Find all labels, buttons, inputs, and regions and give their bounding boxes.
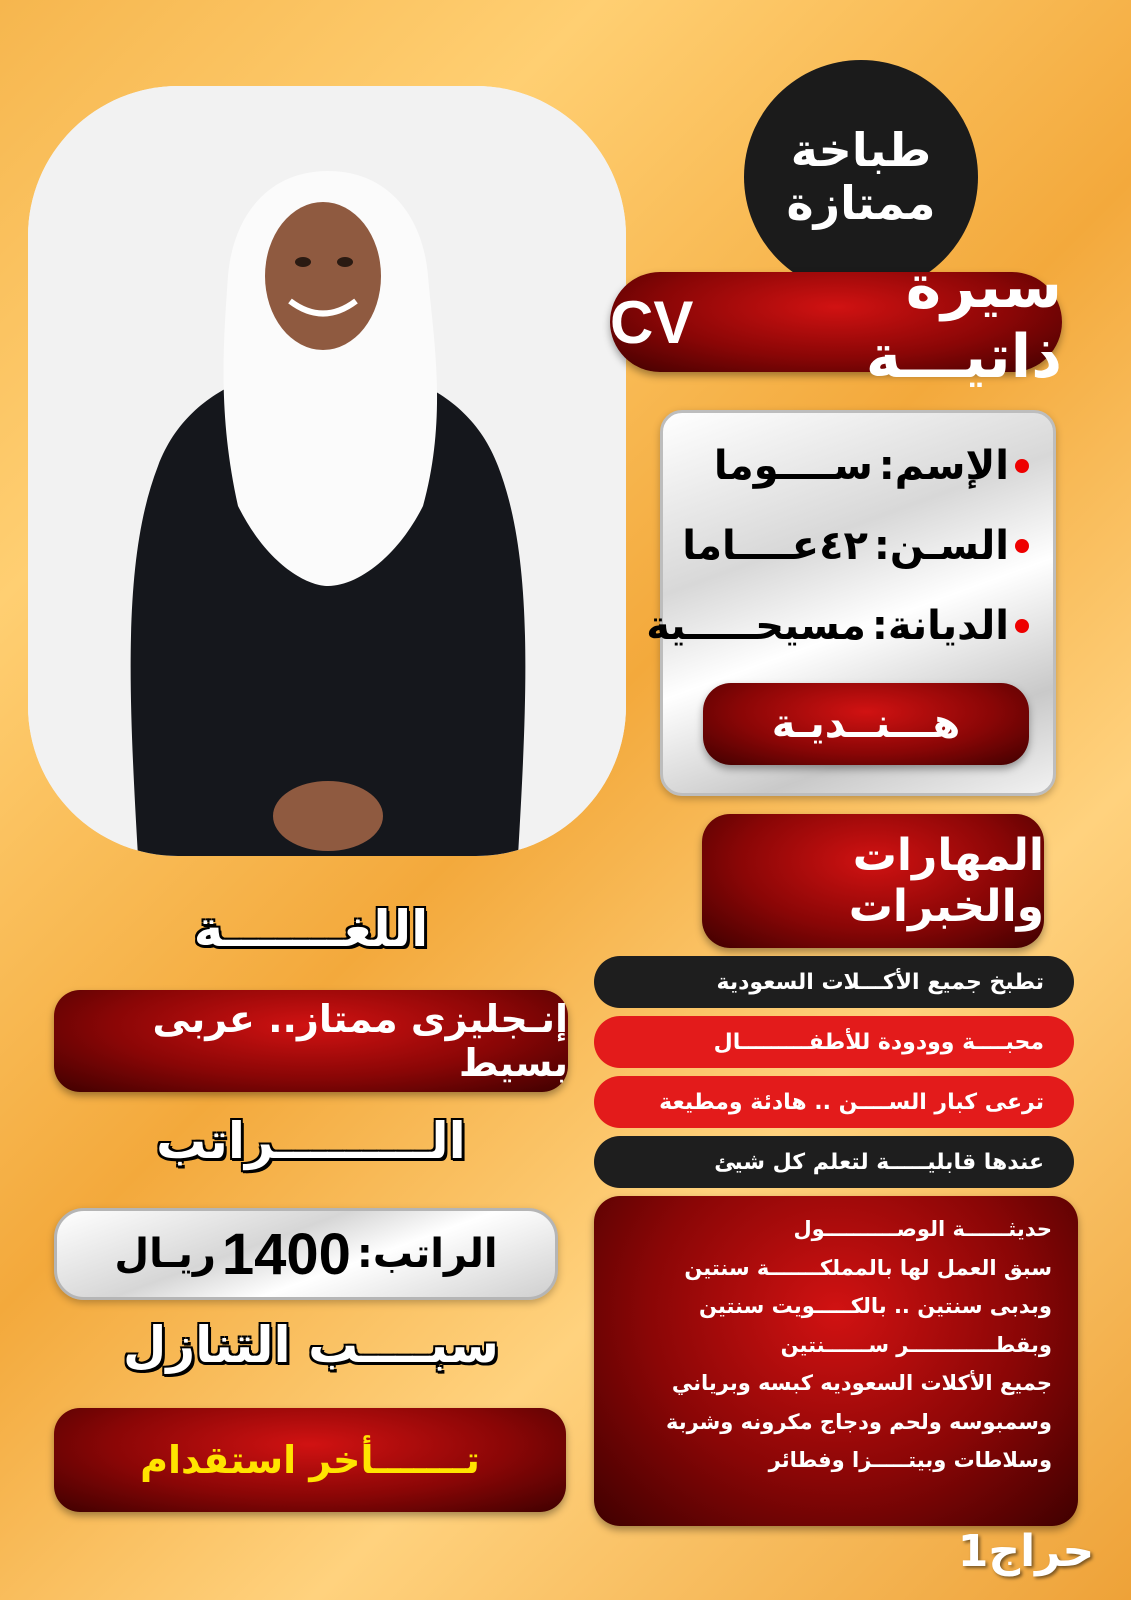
salary-amount: 1400 xyxy=(221,1221,351,1287)
religion-row xyxy=(646,603,1029,649)
name-value: ســــوما xyxy=(713,443,873,489)
bullet-icon xyxy=(1015,619,1029,633)
salary-currency: ريـال xyxy=(114,1231,216,1277)
experience-line: وبقطــــــــــــر ســــــنتين xyxy=(780,1332,1052,1357)
skill-item: محبــــة وودودة للأطفـــــــــال xyxy=(594,1016,1074,1068)
reason-value: تـــــــأخر استقدام xyxy=(54,1408,566,1512)
experience-line: جميع الأكلات السعوديه كبسه وبرياني xyxy=(671,1371,1052,1395)
experience-line: وسمبوسه ولحم ودجاج مكرونه وشربة xyxy=(665,1409,1052,1434)
reason-heading: سبــــب التنازل xyxy=(123,1316,499,1374)
skill-item: عندها قابليـــــة لتعلم كل شيئ xyxy=(594,1136,1074,1188)
religion-label: الديانة: xyxy=(871,603,1009,649)
age-label: السـن: xyxy=(873,523,1009,569)
personal-info-box xyxy=(646,410,1056,796)
name-row xyxy=(714,443,1029,489)
worker-photo xyxy=(28,86,626,856)
cv-title-latin: CV xyxy=(610,288,694,356)
bullet-icon xyxy=(1015,459,1029,473)
nationality-badge: هـــنــديـة xyxy=(703,683,1029,765)
skills-title: المهارات والخبرات xyxy=(702,814,1044,948)
cv-title-banner xyxy=(610,252,1062,392)
language-heading: اللغـــــــة xyxy=(193,900,429,958)
religion-value: مسيحـــــية xyxy=(646,603,866,649)
watermark: حراج1 xyxy=(957,1526,1095,1577)
salary-label: الراتب: xyxy=(356,1231,498,1277)
experience-line: سبق العمل لها بالمملكـــــــة سنتين xyxy=(684,1255,1052,1280)
skill-item: ترعى كبار الســــن .. هادئة ومطيعة xyxy=(594,1076,1074,1128)
skill-item: تطبخ جميع الأكـــلات السعودية xyxy=(594,956,1074,1008)
experience-box xyxy=(594,1196,1078,1526)
name-label: الإسم: xyxy=(878,443,1009,489)
bullet-icon xyxy=(1015,539,1029,553)
cv-title-arabic: سيرة ذاتيـــة xyxy=(865,252,1062,392)
badge-line-1: طباخة xyxy=(790,123,932,178)
experience-line: وبدبى سنتين .. بالكـــــويت سنتين xyxy=(699,1294,1052,1318)
age-value: ٤٢عــــاما xyxy=(682,523,868,569)
language-value: إنـجليزى ممتاز.. عربى بسيط xyxy=(54,990,568,1092)
experience-line: حديثــــــة الوصــــــــــول xyxy=(793,1217,1052,1241)
experience-line: وسلاطات وبيتـــــزا وفطائر xyxy=(768,1448,1052,1472)
age-row xyxy=(682,523,1029,569)
salary-heading: الـــــــــراتب xyxy=(156,1112,466,1170)
salary-box xyxy=(54,1208,558,1300)
badge-line-2: ممتازة xyxy=(786,176,936,230)
